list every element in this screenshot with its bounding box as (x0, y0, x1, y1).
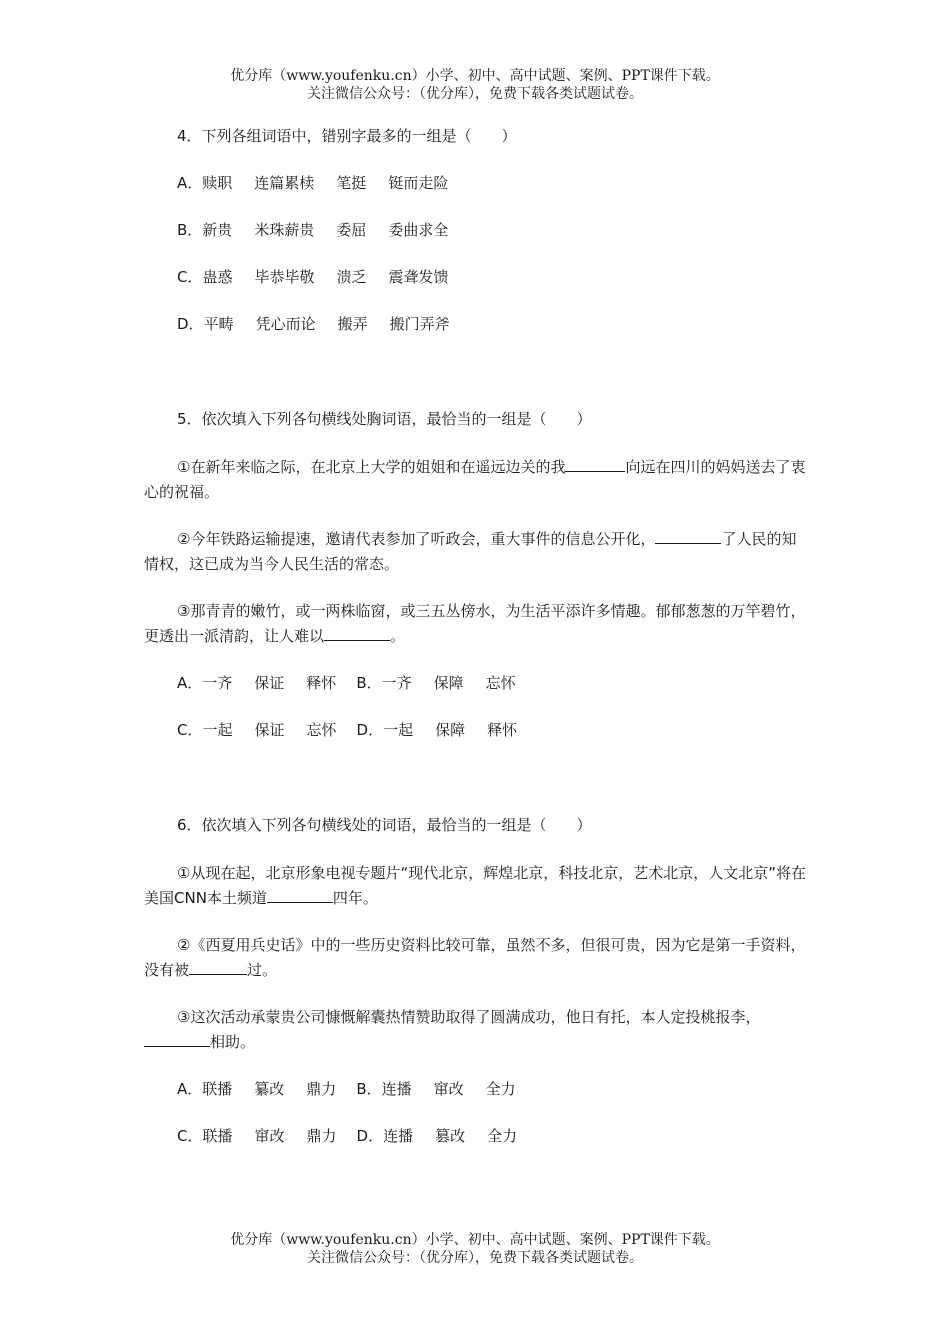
option-word: 全力 (485, 1080, 516, 1098)
option-word: 新贵 (202, 221, 233, 239)
q4-option-a (177, 171, 448, 195)
fill-blank (324, 624, 390, 641)
sentence-text: 。 (390, 627, 406, 645)
option-label: C． (177, 1127, 203, 1145)
option-label: B． (356, 1080, 382, 1098)
option-word: 搬弄 (337, 315, 368, 333)
q6-sentence-2 (144, 933, 808, 983)
option-word: 联播 (202, 1080, 233, 1098)
option-word: 连播 (383, 1127, 414, 1145)
option-word: 震聋发馈 (388, 268, 449, 286)
option-word: 一起 (383, 721, 414, 739)
sentence-text: ②今年铁路运输提速，邀请代表参加了听政会，重大事件的信息公开化， (177, 530, 656, 548)
option-label: B． (177, 221, 203, 239)
q4-option-d (177, 312, 450, 336)
fill-blank (655, 527, 721, 544)
option-word: 连篇累椟 (254, 174, 315, 192)
option-word: 赎职 (202, 174, 233, 192)
q6-sentence-1 (144, 861, 808, 911)
option-word: 毕恭毕敬 (254, 268, 315, 286)
q5-sentence-1 (144, 455, 808, 505)
option-word: 鼎力 (306, 1080, 337, 1098)
header-line-1: 优分库（www.youfenku.cn）小学、初中、高中试题、案例、PPT课件下载。 (230, 68, 720, 84)
q4-option-c (177, 265, 449, 289)
option-word: 篡改 (435, 1127, 466, 1145)
option-word: 凭心而论 (255, 315, 316, 333)
option-word: 连播 (381, 1080, 412, 1098)
sentence-text: ①从现在起，北京形象电视专题片“现代北京，辉煌北京，科技北京，艺术北京，人文北京”将在美国CNN本土频道 (144, 864, 806, 907)
option-word: 窜改 (433, 1080, 464, 1098)
sentence-text: ③那青青的嫩竹，或一两株临窗，或三五丛傍水，为生活平添许多情趣。郁郁葱葱的万竿碧竹，更透出一派清韵，让人难以 (144, 602, 806, 645)
sentence-text: 四年。 (332, 889, 378, 907)
option-word: 平畴 (203, 315, 234, 333)
option-word: 忘怀 (485, 674, 516, 692)
sentence-text: 向远在四川的妈妈送去了衷心的祝福。 (144, 458, 806, 501)
option-word: 释怀 (487, 721, 518, 739)
option-word: 保障 (433, 674, 464, 692)
q5-sentence-3 (144, 599, 808, 649)
page-header (0, 67, 950, 103)
footer-line-1: 优分库（www.youfenku.cn）小学、初中、高中试题、案例、PPT课件下载。 (230, 1232, 720, 1248)
option-word: 蛊惑 (202, 268, 233, 286)
q4-option-b (177, 218, 448, 242)
option-label: D． (177, 315, 204, 333)
option-word: 纂改 (254, 1080, 285, 1098)
option-word: 忘怀 (306, 721, 337, 739)
option-word: 铤而走险 (388, 174, 449, 192)
sentence-text: 过。 (247, 961, 278, 979)
sentence-text: ③这次活动承蒙贵公司慷慨解囊热情赞助取得了圆满成功，他日有托，本人定投桃报李， (177, 1008, 761, 1026)
sentence-text: ②《西夏用兵史话》中的一些历史资料比较可靠，虽然不多，但很可贵，因为它是第一手资料，没有被 (144, 936, 806, 979)
fill-blank (267, 886, 333, 903)
option-label: B． (356, 674, 382, 692)
fill-blank (565, 455, 625, 472)
option-word: 释怀 (306, 674, 337, 692)
q5-options-row-2 (177, 718, 517, 742)
option-label: A． (177, 674, 203, 692)
option-word: 委曲求全 (388, 221, 449, 239)
q4-stem: 4．下列各组词语中，错别字最多的一组是（ ） (177, 127, 517, 145)
page-footer (0, 1231, 950, 1267)
option-word: 溃乏 (336, 268, 367, 286)
option-word: 联播 (202, 1127, 233, 1145)
option-label: A． (177, 1080, 203, 1098)
sentence-text: 相助。 (210, 1033, 256, 1051)
sentence-text: 了人民的知情权，这已成为当今人民生活的常态。 (144, 530, 797, 573)
header-line-2: 关注微信公众号：（优分库），免费下载各类试题试卷。 (307, 86, 643, 102)
option-word: 鼎力 (306, 1127, 337, 1145)
option-label: A． (177, 174, 203, 192)
option-word: 一起 (202, 721, 233, 739)
option-word: 窜改 (254, 1127, 285, 1145)
option-label: D． (356, 721, 384, 739)
option-label: D． (356, 1127, 384, 1145)
option-word: 一齐 (381, 674, 412, 692)
option-word: 搬门弄斧 (389, 315, 450, 333)
fill-blank (144, 1030, 210, 1047)
q5-options-row-1 (177, 671, 516, 695)
footer-line-2: 关注微信公众号：（优分库），免费下载各类试题试卷。 (307, 1250, 643, 1266)
fill-blank (189, 958, 247, 975)
sentence-text: ①在新年来临之际，在北京上大学的姐姐和在遥远边关的我 (177, 458, 566, 476)
option-word: 米珠薪贵 (254, 221, 315, 239)
option-word: 委屈 (336, 221, 367, 239)
option-word: 笔挺 (336, 174, 367, 192)
option-label: C． (177, 721, 203, 739)
option-word: 保证 (254, 674, 285, 692)
q6-stem: 6．依次填入下列各句横线处的词语，最恰当的一组是（ ） (177, 816, 592, 834)
q6-options-row-2 (177, 1124, 517, 1148)
q5-stem: 5．依次填入下列各句横线处胸词语，最恰当的一组是（ ） (177, 410, 592, 428)
option-word: 保证 (254, 721, 285, 739)
q5-sentence-2 (144, 527, 808, 577)
option-label: C． (177, 268, 203, 286)
q6-sentence-3 (144, 1005, 808, 1055)
option-word: 一齐 (202, 674, 233, 692)
option-word: 全力 (487, 1127, 518, 1145)
q6-options-row-1 (177, 1077, 516, 1101)
option-word: 保障 (435, 721, 466, 739)
